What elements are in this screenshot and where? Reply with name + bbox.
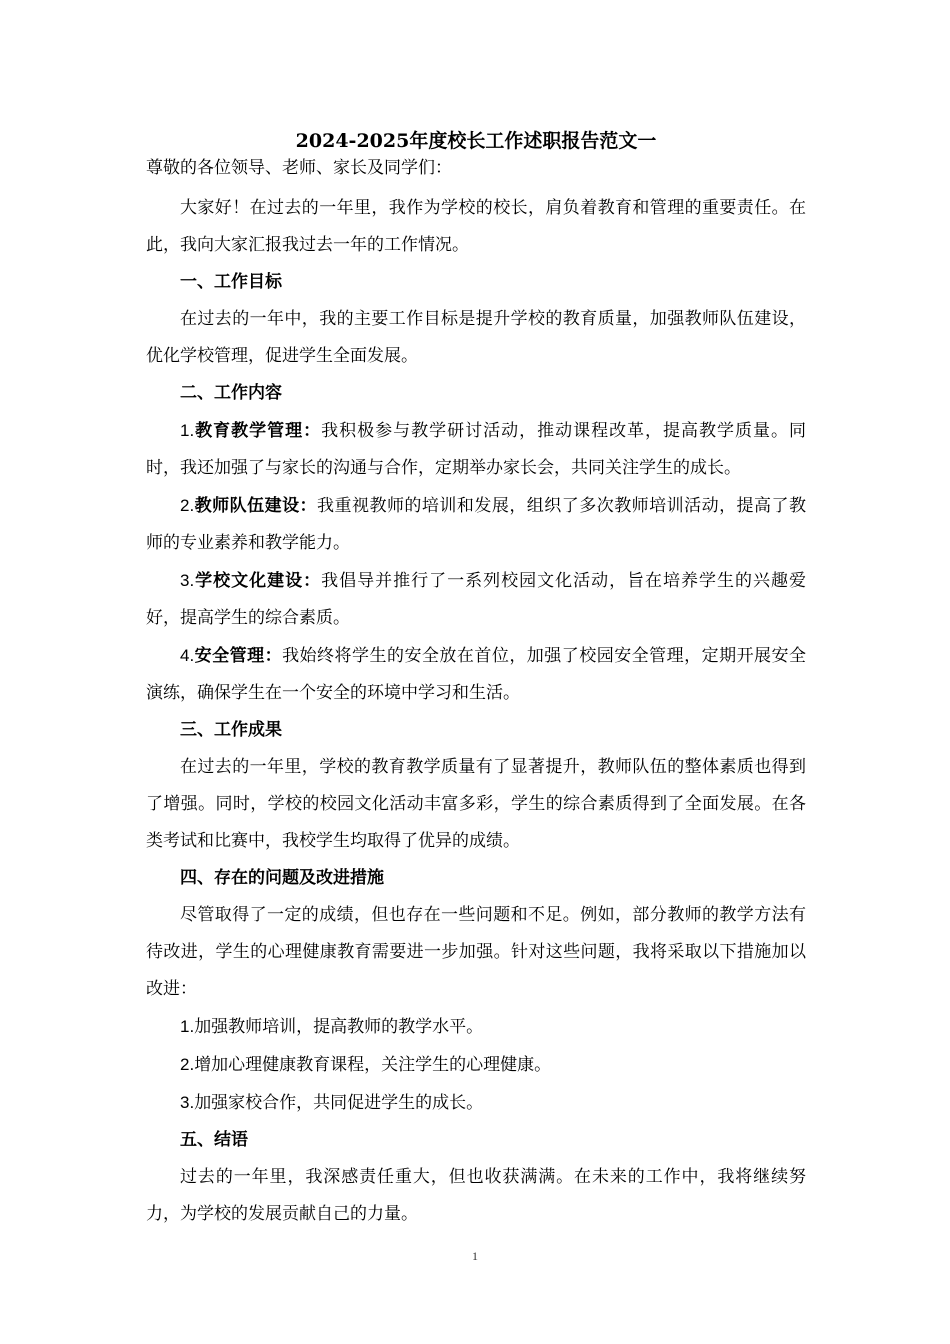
section-heading-goals: 一、工作目标 <box>180 272 282 292</box>
item-text: 增加心理健康教育课程，关注学生的心理健康。 <box>194 1055 552 1075</box>
salutation: 尊敬的各位领导、老师、家长及同学们： <box>146 158 452 178</box>
improvement-item <box>146 1084 806 1122</box>
conclusion-paragraph: 过去的一年里，我深感责任重大，但也收获满满。在未来的工作中，我将继续努力，为学校的发展贡献自己的力量。 <box>146 1167 806 1224</box>
item-number: 2. <box>180 496 195 515</box>
section-heading-conclusion: 五、结语 <box>180 1130 248 1150</box>
item-number: 2. <box>180 1055 195 1074</box>
improvement-item <box>146 1046 806 1084</box>
item-text: 我始终将学生的安全放在首位，加强了校园安全管理，定期开展安全演练，确保学生在一个安全的环境中学习和生活。 <box>146 646 807 703</box>
improvement-item <box>146 1008 806 1046</box>
item-text: 我重视教师的培训和发展，组织了多次教师培训活动，提高了教师的专业素养和教学能力。 <box>146 496 806 553</box>
section-heading-problems: 四、存在的问题及改进措施 <box>180 868 384 888</box>
item-number: 4. <box>180 646 195 665</box>
document-body <box>146 127 806 1233</box>
work-item-teaching <box>146 412 806 487</box>
intro-paragraph: 大家好！在过去的一年里，我作为学校的校长，肩负着教育和管理的重要责任。在此，我向大家汇报我过去一年的工作情况。 <box>146 198 806 255</box>
problems-paragraph: 尽管取得了一定的成绩，但也存在一些问题和不足。例如，部分教师的教学方法有待改进，学生的心理健康教育需要进一步加强。针对这些问题，我将采取以下措施加以改进： <box>146 905 806 999</box>
item-label: 教师队伍建设： <box>194 496 318 516</box>
section-heading-results: 三、工作成果 <box>180 720 282 740</box>
item-text: 加强家校合作，共同促进学生的成长。 <box>194 1093 484 1113</box>
work-item-teachers <box>146 487 806 562</box>
results-paragraph: 在过去的一年里，学校的教育教学质量有了显著提升，教师队伍的整体素质也得到了增强。同时，学校的校园文化活动丰富多彩，学生的综合素质得到了全面发展。在各类考试和比赛中，我校学生均取得了优异的成绩。 <box>146 757 806 851</box>
work-item-culture <box>146 562 806 637</box>
item-label: 安全管理： <box>194 646 283 666</box>
item-label: 学校文化建设： <box>194 571 322 591</box>
item-text: 加强教师培训，提高教师的教学水平。 <box>194 1017 484 1037</box>
item-text: 我倡导并推行了一系列校园文化活动，旨在培养学生的兴趣爱好，提高学生的综合素质。 <box>146 571 807 628</box>
item-text: 我积极参与教学研讨活动，推动课程改革，提高教学质量。同时，我还加强了与家长的沟通与合作，定期举办家长会，共同关注学生的成长。 <box>146 421 807 478</box>
item-number: 1. <box>180 421 195 440</box>
section-heading-work-content: 二、工作内容 <box>180 383 282 403</box>
item-number: 3. <box>180 571 195 590</box>
item-number: 1. <box>180 1017 195 1036</box>
goals-paragraph: 在过去的一年中，我的主要工作目标是提升学校的教育质量，加强教师队伍建设，优化学校管理，促进学生全面发展。 <box>146 309 806 366</box>
page-number: 1 <box>472 1249 478 1263</box>
item-number: 3. <box>180 1093 195 1112</box>
document-title: 2024-2025年度校长工作述职报告范文一 <box>295 130 657 152</box>
work-item-safety <box>146 637 806 712</box>
item-label: 教育教学管理： <box>194 421 322 441</box>
